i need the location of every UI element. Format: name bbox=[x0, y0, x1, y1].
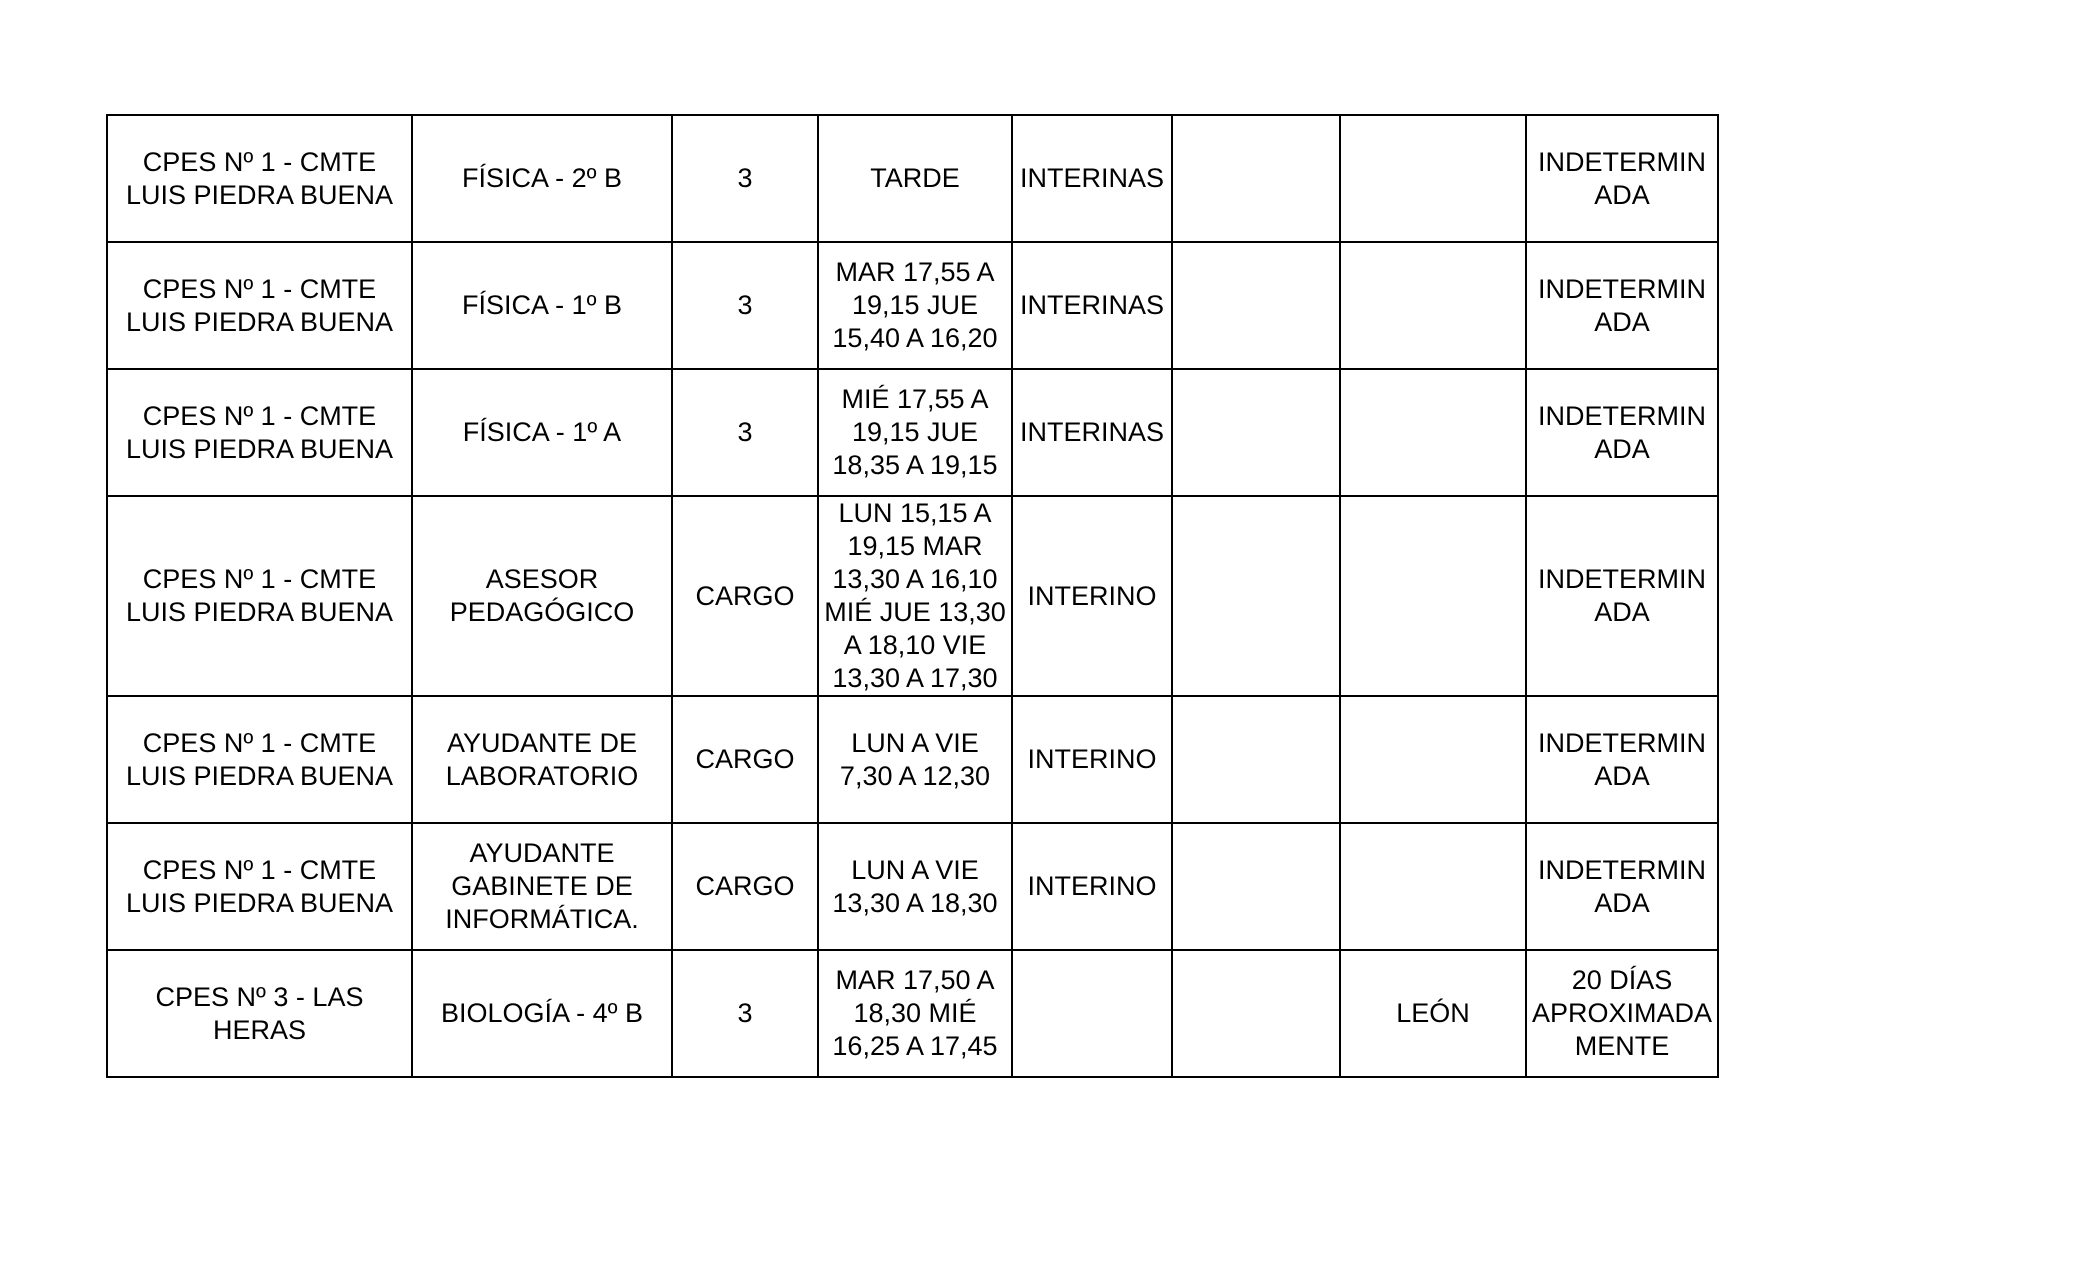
subject-cell bbox=[412, 496, 672, 696]
schedule-cell-text: LUN A VIE 7,30 A 12,30 bbox=[839, 727, 991, 791]
duration-cell-text: 20 DÍAS APROXIMADA MENTE bbox=[1531, 965, 1713, 1061]
schedule-cell bbox=[818, 115, 1012, 242]
duration-cell bbox=[1526, 950, 1718, 1077]
duration-cell-text: INDETERMIN ADA bbox=[1538, 146, 1706, 210]
schedule-cell bbox=[818, 823, 1012, 950]
location-cell bbox=[1340, 696, 1526, 823]
schedule-cell-text: TARDE bbox=[870, 163, 960, 193]
hours-cell bbox=[672, 242, 818, 369]
location-cell bbox=[1340, 496, 1526, 696]
schedule-cell-text: MAR 17,50 A 18,30 MIÉ 16,25 A 17,45 bbox=[832, 965, 998, 1061]
duration-cell bbox=[1526, 369, 1718, 496]
hours-cell bbox=[672, 369, 818, 496]
schedule-cell bbox=[818, 242, 1012, 369]
school-cell-text: CPES Nº 1 - CMTE LUIS PIEDRA BUENA bbox=[125, 564, 394, 627]
duration-cell bbox=[1526, 696, 1718, 823]
schedule-cell bbox=[818, 950, 1012, 1077]
status-cell-text: INTERINAS bbox=[1019, 163, 1165, 193]
duration-cell-text: INDETERMIN ADA bbox=[1538, 273, 1706, 337]
vacancy-table bbox=[106, 114, 1719, 1078]
empty-cell bbox=[1172, 115, 1340, 242]
subject-cell-text: FÍSICA - 1º A bbox=[462, 417, 622, 447]
school-cell bbox=[107, 696, 412, 823]
empty-cell bbox=[1172, 696, 1340, 823]
table-body bbox=[107, 115, 1718, 1077]
subject-cell-text: AYUDANTE GABINETE DE INFORMÁTICA. bbox=[445, 838, 639, 934]
table-row bbox=[107, 369, 1718, 496]
subject-cell-text: FÍSICA - 1º B bbox=[462, 290, 622, 320]
empty-cell bbox=[1172, 823, 1340, 950]
school-cell bbox=[107, 950, 412, 1077]
school-cell bbox=[107, 115, 412, 242]
status-cell-text: INTERINO bbox=[1027, 580, 1157, 611]
duration-cell-text: INDETERMIN ADA bbox=[1538, 854, 1706, 918]
schedule-cell-text: LUN 15,15 A 19,15 MAR 13,30 A 16,10 MIÉ JUE 13,30 A 18,10 VIE 13,30 A 17,30 bbox=[824, 498, 1006, 693]
table-row bbox=[107, 696, 1718, 823]
hours-cell-text: 3 bbox=[737, 290, 753, 320]
empty-cell bbox=[1172, 496, 1340, 696]
table-row bbox=[107, 496, 1718, 696]
duration-cell bbox=[1526, 115, 1718, 242]
hours-cell bbox=[672, 823, 818, 950]
location-cell bbox=[1340, 242, 1526, 369]
school-cell-text: CPES Nº 1 - CMTE LUIS PIEDRA BUENA bbox=[125, 273, 394, 337]
hours-cell-text: CARGO bbox=[695, 871, 795, 901]
table-row bbox=[107, 823, 1718, 950]
table-row bbox=[107, 115, 1718, 242]
status-cell-text: INTERINAS bbox=[1019, 417, 1165, 447]
hours-cell-text: 3 bbox=[737, 417, 753, 447]
school-cell-text: CPES Nº 3 - LAS HERAS bbox=[155, 981, 364, 1045]
status-cell-text: INTERINO bbox=[1027, 871, 1157, 901]
empty-cell bbox=[1172, 369, 1340, 496]
subject-cell bbox=[412, 823, 672, 950]
duration-cell bbox=[1526, 823, 1718, 950]
location-cell-text: LEÓN bbox=[1396, 998, 1470, 1028]
empty-cell bbox=[1172, 242, 1340, 369]
schedule-cell-text: LUN A VIE 13,30 A 18,30 bbox=[832, 854, 998, 918]
location-cell bbox=[1340, 369, 1526, 496]
schedule-cell bbox=[818, 496, 1012, 696]
status-cell bbox=[1012, 696, 1172, 823]
subject-cell-text: ASESOR PEDAGÓGICO bbox=[449, 564, 635, 627]
status-cell bbox=[1012, 496, 1172, 696]
status-cell-text: INTERINO bbox=[1027, 744, 1157, 774]
table-row bbox=[107, 242, 1718, 369]
schedule-cell bbox=[818, 369, 1012, 496]
duration-cell-text: INDETERMIN ADA bbox=[1538, 564, 1706, 627]
school-cell bbox=[107, 369, 412, 496]
hours-cell bbox=[672, 950, 818, 1077]
location-cell bbox=[1340, 115, 1526, 242]
school-cell bbox=[107, 823, 412, 950]
location-cell bbox=[1340, 950, 1526, 1077]
status-cell bbox=[1012, 823, 1172, 950]
empty-cell bbox=[1172, 950, 1340, 1077]
status-cell bbox=[1012, 369, 1172, 496]
table-row bbox=[107, 950, 1718, 1077]
school-cell-text: CPES Nº 1 - CMTE LUIS PIEDRA BUENA bbox=[125, 400, 394, 464]
status-cell bbox=[1012, 950, 1172, 1077]
school-cell bbox=[107, 496, 412, 696]
subject-cell-text: AYUDANTE DE LABORATORIO bbox=[445, 727, 639, 791]
hours-cell-text: CARGO bbox=[695, 580, 795, 611]
duration-cell-text: INDETERMIN ADA bbox=[1538, 400, 1706, 464]
duration-cell-text: INDETERMIN ADA bbox=[1538, 727, 1706, 791]
subject-cell-text: BIOLOGÍA - 4º B bbox=[441, 998, 643, 1028]
subject-cell bbox=[412, 115, 672, 242]
duration-cell bbox=[1526, 242, 1718, 369]
school-cell-text: CPES Nº 1 - CMTE LUIS PIEDRA BUENA bbox=[125, 727, 394, 791]
schedule-cell-text: MIÉ 17,55 A 19,15 JUE 18,35 A 19,15 bbox=[832, 384, 998, 480]
hours-cell-text: 3 bbox=[737, 163, 753, 193]
subject-cell bbox=[412, 369, 672, 496]
status-cell-text: INTERINAS bbox=[1019, 290, 1165, 320]
hours-cell-text: 3 bbox=[737, 998, 753, 1028]
school-cell-text: CPES Nº 1 - CMTE LUIS PIEDRA BUENA bbox=[125, 854, 394, 918]
schedule-cell bbox=[818, 696, 1012, 823]
status-cell bbox=[1012, 242, 1172, 369]
status-cell bbox=[1012, 115, 1172, 242]
subject-cell-text: FÍSICA - 2º B bbox=[462, 163, 622, 193]
school-cell-text: CPES Nº 1 - CMTE LUIS PIEDRA BUENA bbox=[125, 146, 394, 210]
duration-cell bbox=[1526, 496, 1718, 696]
subject-cell bbox=[412, 696, 672, 823]
hours-cell bbox=[672, 115, 818, 242]
subject-cell bbox=[412, 950, 672, 1077]
hours-cell bbox=[672, 496, 818, 696]
schedule-cell-text: MAR 17,55 A 19,15 JUE 15,40 A 16,20 bbox=[832, 257, 998, 353]
location-cell bbox=[1340, 823, 1526, 950]
hours-cell bbox=[672, 696, 818, 823]
hours-cell-text: CARGO bbox=[695, 744, 795, 774]
school-cell bbox=[107, 242, 412, 369]
subject-cell bbox=[412, 242, 672, 369]
